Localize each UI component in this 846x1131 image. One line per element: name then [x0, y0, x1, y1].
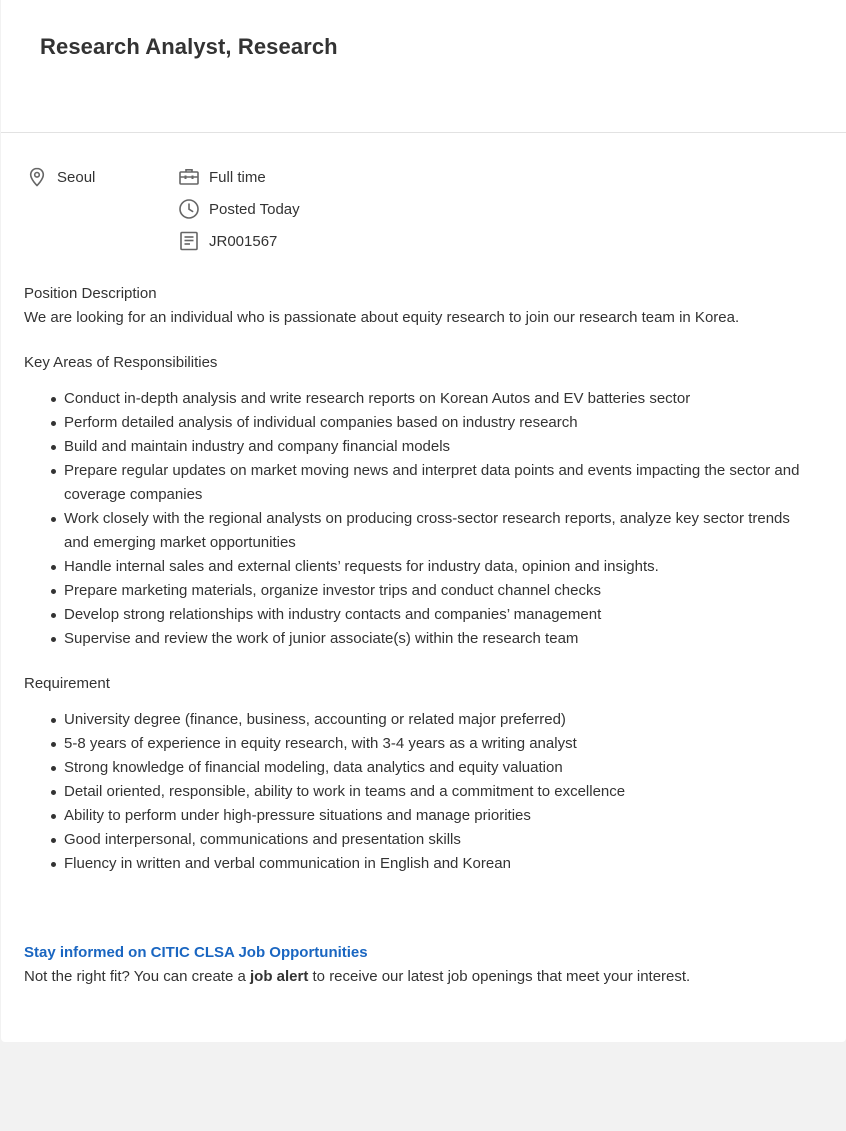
list-item: Good interpersonal, communications and presentation skills — [64, 828, 804, 852]
job-time-type-label: Full time — [209, 168, 266, 186]
job-location-label: Seoul — [57, 168, 96, 186]
list-item: Conduct in-depth analysis and write research reports on Korean Autos and EV batteries sector — [64, 387, 804, 411]
briefcase-icon — [177, 165, 201, 189]
job-posted-date — [177, 197, 300, 221]
job-alert-link[interactable]: Stay informed on CITIC CLSA Job Opportunities — [24, 944, 368, 961]
job-posted-label: Posted Today — [209, 200, 300, 218]
job-time-type — [177, 165, 266, 189]
list-item: Prepare regular updates on market moving news and interpret data points and events impacting the sector and coverage companies — [64, 459, 804, 507]
job-posting-card — [1, 0, 846, 1042]
job-location — [25, 165, 95, 189]
requirement-heading: Requirement — [24, 675, 110, 692]
list-item: Perform detailed analysis of individual companies based on industry research — [64, 411, 804, 435]
position-description-text: We are looking for an individual who is passionate about equity research to join our research team in Korea. — [24, 309, 740, 326]
job-alert-bold: job alert — [249, 968, 309, 985]
page-title: Research Analyst, Research — [40, 34, 338, 59]
job-requisition-id — [177, 229, 277, 253]
clock-icon — [177, 197, 201, 221]
job-alert-section — [24, 941, 824, 989]
job-header — [1, 0, 846, 133]
responsibilities-heading: Key Areas of Responsibilities — [24, 354, 218, 371]
job-alert-text — [24, 965, 824, 989]
list-item: University degree (finance, business, accounting or related major preferred) — [64, 708, 804, 732]
list-item: Build and maintain industry and company financial models — [64, 435, 804, 459]
list-item: Fluency in written and verbal communication in English and Korean — [64, 852, 804, 876]
location-pin-icon — [25, 165, 49, 189]
list-item: Supervise and review the work of junior associate(s) within the research team — [64, 627, 804, 651]
list-item: Handle internal sales and external clients’ requests for industry data, opinion and insights. — [64, 555, 804, 579]
list-item: Work closely with the regional analysts on producing cross-sector research reports, analyze key sector trends and emerging market opportunities — [64, 507, 804, 555]
list-item: Ability to perform under high-pressure situations and manage priorities — [64, 804, 804, 828]
job-requisition-label: JR001567 — [209, 232, 278, 250]
document-icon — [177, 229, 201, 253]
job-alert-text-after: to receive our latest job openings that meet your interest. — [308, 968, 691, 985]
job-description — [24, 282, 804, 876]
list-item: Develop strong relationships with industry contacts and companies’ management — [64, 603, 804, 627]
list-item: 5-8 years of experience in equity research, with 3-4 years as a writing analyst — [64, 732, 804, 756]
requirements-list — [24, 708, 804, 876]
list-item: Detail oriented, responsible, ability to work in teams and a commitment to excellence — [64, 780, 804, 804]
job-alert-text-before: Not the right fit? You can create a — [24, 968, 250, 985]
responsibilities-list — [24, 387, 804, 651]
list-item: Prepare marketing materials, organize investor trips and conduct channel checks — [64, 579, 804, 603]
list-item: Strong knowledge of financial modeling, data analytics and equity valuation — [64, 756, 804, 780]
position-description-heading: Position Description — [24, 285, 157, 302]
